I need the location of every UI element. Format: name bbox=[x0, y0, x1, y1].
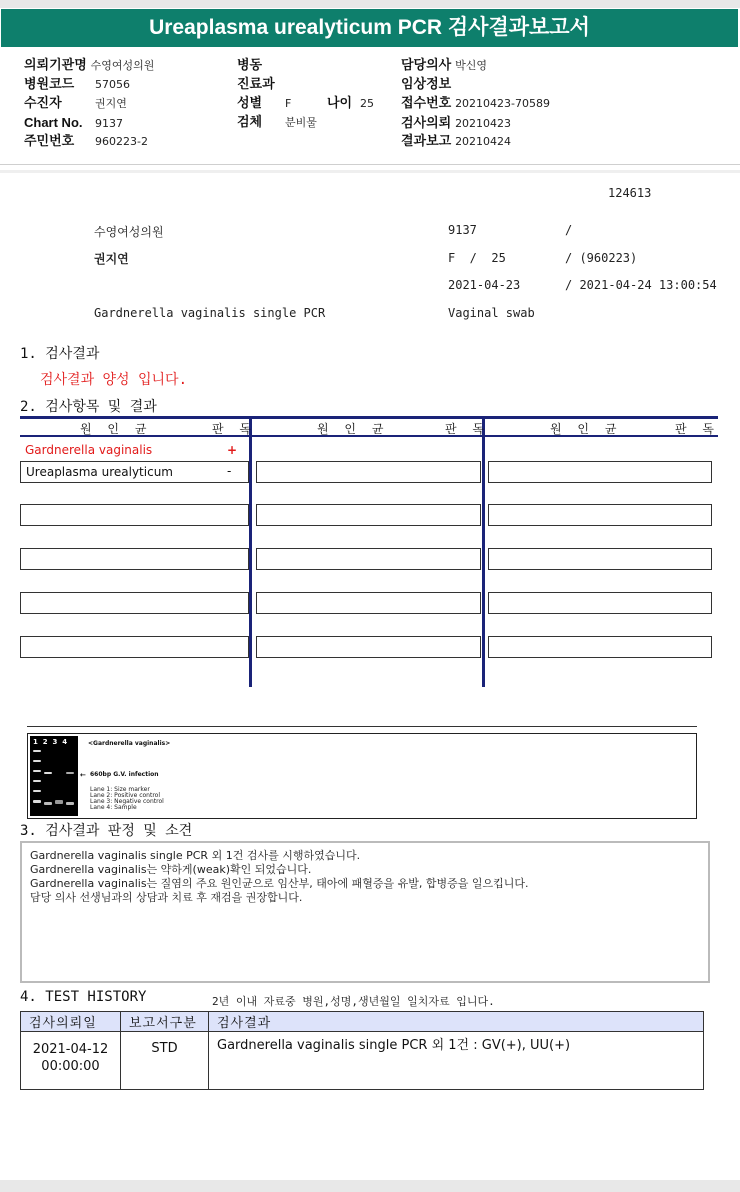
info-sex-age: F / 25 bbox=[448, 251, 506, 265]
positive-band bbox=[44, 772, 52, 774]
col-judgement: 판 독 bbox=[675, 422, 720, 436]
hospital-code-value: 57056 bbox=[95, 78, 130, 91]
result-cell-empty bbox=[256, 461, 481, 483]
bottom-strip bbox=[0, 1180, 740, 1192]
col-judgement: 판 독 bbox=[212, 422, 257, 436]
primer-band bbox=[44, 802, 52, 805]
result-cell-empty bbox=[256, 504, 481, 526]
col-pathogen: 원 인 균 bbox=[550, 422, 623, 436]
info-date2: / 2021-04-24 13:00:54 bbox=[565, 278, 717, 292]
dept-label: 진료과 bbox=[237, 76, 275, 91]
history-col-type: 보고서구분 bbox=[121, 1012, 209, 1032]
gel-legend: Lane 4: Sample bbox=[90, 804, 137, 811]
result-cell-empty bbox=[488, 504, 712, 526]
comment-box bbox=[20, 841, 710, 983]
pathogen-name: Ureaplasma urealyticum bbox=[26, 465, 173, 479]
result-cell-empty bbox=[488, 461, 712, 483]
top-strip bbox=[0, 0, 740, 8]
history-result: Gardnerella vaginalis single PCR 외 1건 : GV(+), UU(+) bbox=[209, 1032, 704, 1090]
marker-band bbox=[33, 750, 41, 752]
info-test: Gardnerella vaginalis single PCR bbox=[94, 306, 326, 320]
pathogen-result: + bbox=[227, 443, 238, 457]
info-date1: 2021-04-23 bbox=[448, 278, 521, 292]
result-cell-empty bbox=[256, 548, 481, 570]
clinical-label: 임상정보 bbox=[401, 76, 452, 91]
col-pathogen: 원 인 균 bbox=[80, 422, 153, 436]
marker-band bbox=[33, 780, 41, 782]
ward-label: 병동 bbox=[237, 57, 263, 72]
marker-band bbox=[33, 760, 41, 762]
institution-label: 의뢰기관명 bbox=[24, 57, 87, 72]
report-code: 124613 bbox=[608, 186, 652, 200]
history-header-row bbox=[21, 1012, 704, 1032]
divider bbox=[0, 164, 740, 165]
chart-label: Chart No. bbox=[24, 115, 83, 130]
result-cell-empty bbox=[256, 592, 481, 614]
result-cell-empty bbox=[20, 636, 249, 658]
gel-legend: Lane 2: Positive control bbox=[90, 792, 161, 799]
doctor-value: 박신영 bbox=[455, 59, 487, 72]
info-clinic: 수영여성의원 bbox=[94, 225, 164, 239]
result-cell-empty bbox=[488, 548, 712, 570]
result-cell-empty bbox=[256, 636, 481, 658]
history-date-cell bbox=[21, 1032, 121, 1090]
result-cell-empty bbox=[20, 548, 249, 570]
request-label: 검사의뢰 bbox=[401, 115, 452, 130]
comment-line: Gardnerella vaginalis single PCR 외 1건 검사를 시행하였습니다. bbox=[30, 849, 361, 862]
primer-band bbox=[66, 802, 74, 805]
history-col-result: 검사결과 bbox=[209, 1012, 704, 1032]
column-rule bbox=[249, 416, 252, 687]
info-slash: / bbox=[565, 223, 573, 237]
gel-electrophoresis-image bbox=[30, 736, 78, 816]
receipt-label: 접수번호 bbox=[401, 95, 452, 110]
report-title: Ureaplasma urealyticum PCR 검사결과보고서 bbox=[1, 9, 738, 47]
divider bbox=[0, 170, 740, 173]
result-cell-empty bbox=[20, 592, 249, 614]
request-value: 20210423 bbox=[455, 117, 512, 130]
sex-value: F bbox=[285, 97, 292, 110]
gel-band-label: 660bp G.V. infection bbox=[90, 771, 159, 778]
gel-legend: Lane 3: Negative control bbox=[90, 798, 164, 805]
sample-band bbox=[66, 772, 74, 774]
info-name: 권지연 bbox=[94, 252, 129, 266]
gel-divider bbox=[27, 726, 697, 727]
positive-result: 검사결과 양성 입니다. bbox=[40, 372, 188, 388]
col-judgement: 판 독 bbox=[445, 422, 490, 436]
age-label: 나이 bbox=[327, 95, 353, 110]
hospital-code-row bbox=[24, 76, 74, 92]
institution-value: 수영여성의원 bbox=[90, 59, 155, 72]
report-label: 결과보고 bbox=[401, 133, 452, 148]
gel-lane-labels: 1 2 3 4 bbox=[33, 738, 68, 746]
history-note: 2년 이내 자료중 병원,성명,생년월일 일치자료 입니다. bbox=[212, 995, 495, 1008]
chart-value: 9137 bbox=[95, 117, 123, 130]
section2-heading: 2. 검사항목 및 결과 bbox=[20, 399, 157, 415]
age-value: 25 bbox=[360, 97, 374, 110]
section1-heading: 1. 검사결과 bbox=[20, 346, 100, 362]
column-rule bbox=[482, 416, 485, 687]
history-col-date: 검사의뢰일 bbox=[21, 1012, 121, 1032]
comment-line: Gardnerella vaginalis는 약하게(weak)확인 되었습니다. bbox=[30, 863, 312, 876]
pathogen-result: - bbox=[227, 464, 232, 478]
result-cell-empty bbox=[20, 504, 249, 526]
table-top-rule bbox=[20, 416, 718, 419]
history-time: 00:00:00 bbox=[41, 1059, 100, 1074]
institution-row bbox=[24, 57, 154, 73]
primer-band bbox=[55, 800, 63, 804]
sex-label: 성별 bbox=[237, 95, 263, 110]
pathogen-name: Gardnerella vaginalis bbox=[25, 443, 153, 457]
marker-band bbox=[33, 770, 41, 772]
history-date: 2021-04-12 bbox=[32, 1042, 109, 1057]
report-value: 20210424 bbox=[455, 135, 512, 148]
history-type: STD bbox=[121, 1032, 209, 1090]
comment-line: 담당 의사 선생님과의 상담과 치료 후 재검을 권장합니다. bbox=[30, 891, 303, 904]
result-cell-empty bbox=[488, 592, 712, 614]
receipt-value: 20210423-70589 bbox=[455, 97, 551, 110]
comment-line: Gardnerella vaginalis는 질염의 주요 원인균으로 임산부, 태아에 패혈증을 유발, 합병증을 일으킵니다. bbox=[30, 877, 529, 890]
info-specimen: Vaginal swab bbox=[448, 306, 535, 320]
gel-arrow-icon: ← bbox=[80, 771, 86, 779]
result-cell-empty bbox=[488, 636, 712, 658]
section4-heading: 4. TEST HISTORY bbox=[20, 989, 147, 1005]
history-row bbox=[21, 1032, 704, 1090]
specimen-label: 검체 bbox=[237, 114, 263, 129]
specimen-value: 분비물 bbox=[285, 116, 317, 129]
hospital-code-label: 병원코드 bbox=[24, 76, 75, 91]
resident-label: 주민번호 bbox=[24, 133, 75, 148]
history-table bbox=[20, 1011, 704, 1090]
col-pathogen: 원 인 균 bbox=[317, 422, 390, 436]
info-chart: 9137 bbox=[448, 223, 477, 237]
resident-value: 960223-2 bbox=[95, 135, 148, 148]
info-birth: / (960223) bbox=[565, 251, 638, 265]
patient-label: 수진자 bbox=[24, 95, 62, 110]
section3-heading: 3. 검사결과 판정 및 소견 bbox=[20, 823, 193, 839]
marker-band bbox=[33, 800, 41, 803]
gel-legend: Lane 1: Size marker bbox=[90, 786, 150, 793]
doctor-label: 담당의사 bbox=[401, 57, 452, 72]
patient-value: 권지연 bbox=[95, 97, 127, 110]
gel-title: <Gardnerella vaginalis> bbox=[88, 740, 171, 747]
marker-band bbox=[33, 790, 41, 792]
